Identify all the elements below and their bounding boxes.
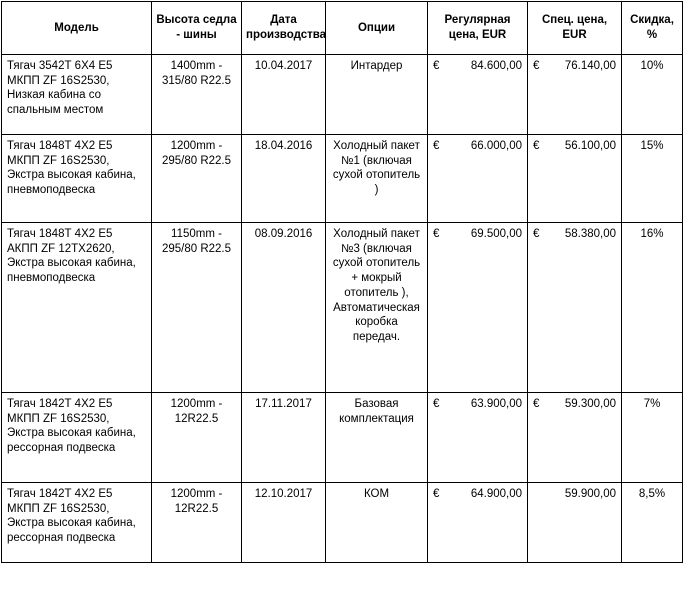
cell-saddle-height: 1150mm - 295/80 R22.5 — [152, 223, 242, 393]
currency-symbol: € — [533, 398, 540, 410]
cell-production-date: 18.04.2016 — [242, 135, 326, 223]
cell-saddle-height: 1400mm - 315/80 R22.5 — [152, 55, 242, 135]
cell-options: Интардер — [326, 55, 428, 135]
cell-special-price — [528, 483, 622, 563]
regular-price-amount: 84.600,00 — [470, 60, 522, 72]
price-table — [1, 1, 683, 563]
cell-regular-price — [428, 55, 528, 135]
price-list-sheet — [0, 1, 683, 614]
column-header-saddle-height: Высота седла - шины — [152, 2, 242, 55]
cell-options: Холодный пакет №1 (включая сухой отопитель ) — [326, 135, 428, 223]
column-header-production-date: Дата производства — [242, 2, 326, 55]
cell-discount: 7% — [622, 393, 683, 483]
currency-symbol: € — [533, 228, 540, 240]
regular-price-amount: 69.500,00 — [470, 228, 522, 240]
cell-regular-price — [428, 223, 528, 393]
table-row — [2, 393, 683, 483]
cell-special-price — [528, 393, 622, 483]
table-header-row — [2, 2, 683, 55]
currency-symbol: € — [433, 60, 440, 72]
cell-model: Тягач 1842Т 4Х2 Е5 МКПП ZF 16S2530, Экстра высокая кабина, рессорная подвеска — [2, 393, 152, 483]
cell-special-price — [528, 135, 622, 223]
table-header — [2, 2, 683, 55]
cell-saddle-height: 1200mm - 12R22.5 — [152, 483, 242, 563]
cell-regular-price — [428, 135, 528, 223]
special-price-amount: 59.300,00 — [564, 398, 616, 410]
cell-model: Тягач 1848Т 4Х2 Е5 МКПП ZF 16S2530, Экстра высокая кабина, пневмоподвеска — [2, 135, 152, 223]
special-price-amount: 76.140,00 — [564, 60, 616, 72]
table-row — [2, 135, 683, 223]
currency-symbol: € — [433, 488, 440, 500]
column-header-regular-price: Регулярная цена, EUR — [428, 2, 528, 55]
table-row — [2, 483, 683, 563]
cell-special-price — [528, 55, 622, 135]
cell-discount: 10% — [622, 55, 683, 135]
table-row — [2, 55, 683, 135]
special-price-amount: 56.100,00 — [564, 140, 616, 152]
special-price-amount: 59.900,00 — [564, 488, 616, 500]
cell-discount: 8,5% — [622, 483, 683, 563]
cell-saddle-height: 1200mm - 12R22.5 — [152, 393, 242, 483]
cell-production-date: 17.11.2017 — [242, 393, 326, 483]
currency-symbol: € — [533, 140, 540, 152]
regular-price-amount: 63.900,00 — [470, 398, 522, 410]
currency-symbol: € — [433, 398, 440, 410]
cell-options: Базовая комплектация — [326, 393, 428, 483]
cell-model: Тягач 1848Т 4Х2 Е5 АКПП ZF 12TX2620, Экстра высокая кабина, пневмоподвеска — [2, 223, 152, 393]
cell-model: Тягач 1842Т 4Х2 Е5 МКПП ZF 16S2530, Экстра высокая кабина, рессорная подвеска — [2, 483, 152, 563]
cell-model: Тягач 3542Т 6Х4 Е5 МКПП ZF 16S2530, Низкая кабина со спальным местом — [2, 55, 152, 135]
special-price-amount: 58.380,00 — [564, 228, 616, 240]
currency-symbol: € — [433, 228, 440, 240]
currency-symbol: € — [533, 60, 540, 72]
currency-symbol: € — [433, 140, 440, 152]
cell-regular-price — [428, 483, 528, 563]
cell-saddle-height: 1200mm - 295/80 R22.5 — [152, 135, 242, 223]
cell-discount: 16% — [622, 223, 683, 393]
column-header-discount: Скидка, % — [622, 2, 683, 55]
table-row — [2, 223, 683, 393]
column-header-model: Модель — [2, 2, 152, 55]
cell-options: Холодный пакет №3 (включая сухой отопитель + мокрый отопитель ), Автоматическая коробка передач. — [326, 223, 428, 393]
cell-regular-price — [428, 393, 528, 483]
cell-discount: 15% — [622, 135, 683, 223]
regular-price-amount: 66.000,00 — [470, 140, 522, 152]
regular-price-amount: 64.900,00 — [470, 488, 522, 500]
column-header-options: Опции — [326, 2, 428, 55]
cell-production-date: 12.10.2017 — [242, 483, 326, 563]
cell-special-price — [528, 223, 622, 393]
column-header-special-price: Спец. цена, EUR — [528, 2, 622, 55]
cell-options: КОМ — [326, 483, 428, 563]
cell-production-date: 10.04.2017 — [242, 55, 326, 135]
cell-production-date: 08.09.2016 — [242, 223, 326, 393]
table-body — [2, 55, 683, 563]
